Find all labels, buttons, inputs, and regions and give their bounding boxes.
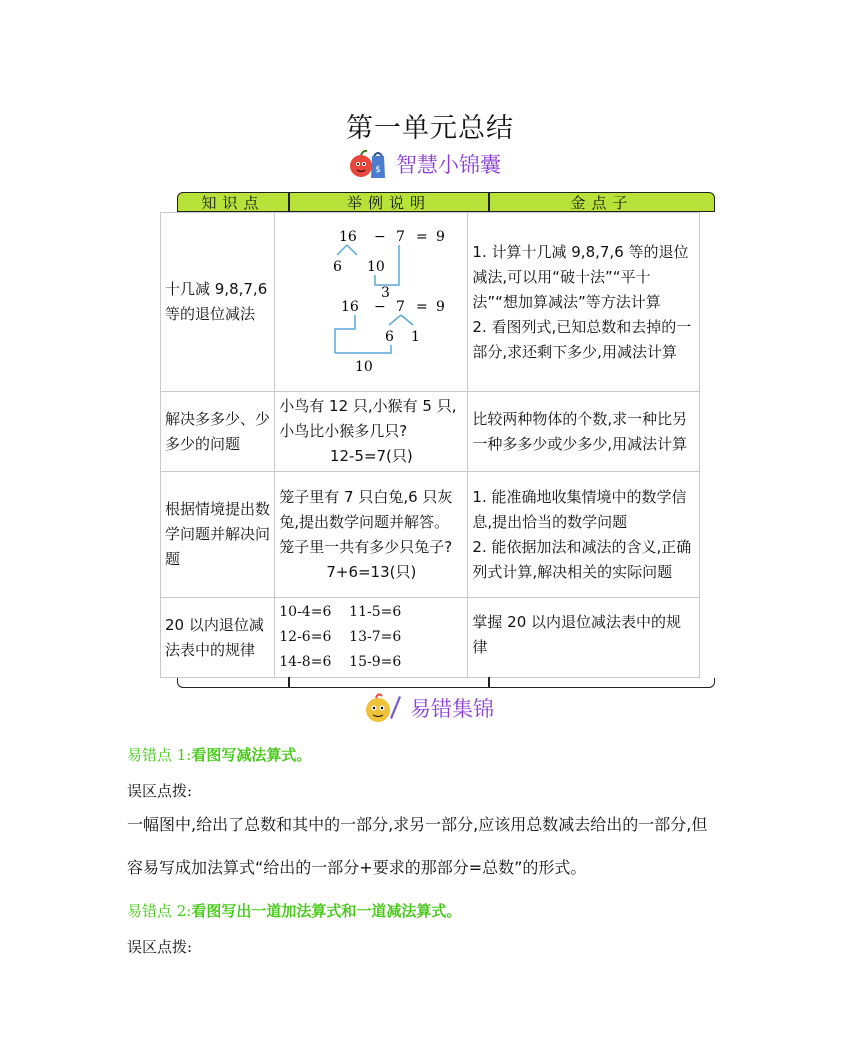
tips-cell [468, 598, 700, 678]
diagram-number: 3 [381, 285, 391, 301]
error-point-prefix: 易错点 2: [127, 902, 192, 920]
section-title-errors: 易错集锦 [410, 697, 494, 721]
example-cell [275, 392, 468, 472]
error-point-prefix: 易错点 1: [127, 746, 192, 764]
split-line [337, 245, 357, 255]
diagram-number: 7 [396, 299, 406, 315]
explanation-line: 容易写成加法算式“给出的一部分+要求的那部分=总数”的形式。 [127, 858, 587, 877]
example-formula: 12-5=7(只) [329, 447, 413, 465]
formula: 15-9=6 [349, 654, 402, 670]
tips-cell [468, 213, 700, 392]
diagram-operator: − [374, 229, 386, 245]
summary-table [160, 212, 700, 678]
formula-pair [279, 625, 463, 650]
tip-text: 2. 能依据加法和减法的含义,正确列式计算,解决相关的实际问题 [472, 537, 692, 581]
tip-text: 2. 看图列式,已知总数和去掉的一部分,求还剩下多少,用减法计算 [472, 317, 692, 361]
header-example: 举例说明 [346, 193, 431, 212]
example-cell [275, 213, 468, 392]
page-title: 第一单元总结 [346, 113, 514, 144]
diagram-operator: − [374, 299, 386, 315]
table-header-bar [177, 192, 715, 212]
section-header-tips [348, 146, 501, 182]
diagram-number: 10 [367, 259, 386, 275]
bracket-tick [288, 677, 290, 687]
diagram-number: 6 [333, 259, 343, 275]
svg-text:$: $ [375, 165, 381, 175]
diagram-number: 16 [341, 299, 360, 315]
section-title-tips: 智慧小锦囊 [396, 153, 501, 177]
split-line [389, 315, 413, 325]
error-point-title [127, 744, 311, 765]
error-point-text: 看图写减法算式。 [191, 746, 312, 764]
formula: 12-6=6 [279, 629, 332, 645]
topic-cell: 十几减 9,8,7,6 等的退位减法 [161, 213, 275, 392]
diagram-number: 7 [396, 229, 406, 245]
diagram-operator: = [416, 229, 428, 245]
tip-label: 误区点拨: [127, 938, 193, 956]
table-row [161, 392, 700, 472]
diagram-number: 1 [411, 329, 421, 345]
diagram-number: 10 [355, 359, 374, 375]
diagram-number: 6 [385, 329, 395, 345]
formula: 14-8=6 [279, 654, 332, 670]
diagram-operator: = [416, 299, 428, 315]
table-row [161, 472, 700, 598]
explanation-line: 一幅图中,给出了总数和其中的一部分,求另一部分,应该用总数减去给出的一部分,但 [127, 815, 708, 834]
topic-cell: 20 以内退位减法表中的规律 [161, 598, 275, 678]
tips-cell [468, 392, 700, 472]
example-formula: 7+6=13(只) [326, 562, 417, 581]
formula-pair [279, 650, 463, 675]
topic-cell: 根据情境提出数学问题并解决问题 [161, 472, 275, 598]
tip-text: 1. 计算十几减 9,8,7,6 等的退位减法,可以用“破十法”“平十法”“想加算减法”等方法计算 [472, 242, 689, 311]
diagram-number: 9 [436, 229, 446, 245]
formula: 11-5=6 [349, 604, 402, 620]
error-point-text: 看图写出一道加法算式和一道减法算式。 [191, 902, 462, 920]
example-text: 小鸟有 12 只,小猴有 5 只,小鸟比小猴多几只? [279, 397, 457, 440]
diagram-number: 9 [436, 299, 446, 315]
diagram-number: 16 [339, 229, 358, 245]
example-cell [275, 472, 468, 598]
bracket-line [335, 315, 391, 353]
bracket-tick [488, 677, 490, 687]
table-row [161, 598, 700, 678]
tip-text: 掌握 20 以内退位减法表中的规律 [472, 613, 682, 656]
formula-pair [279, 600, 463, 625]
error-point-title [127, 900, 461, 921]
formula: 10-4=6 [279, 604, 332, 620]
table-bottom-bracket [177, 678, 715, 688]
example-cell [275, 598, 468, 678]
apple-mascot-icon [348, 146, 388, 182]
table-row [161, 213, 700, 392]
tip-text: 1. 能准确地收集情境中的数学信息,提出恰当的数学问题 [472, 487, 687, 531]
formula: 13-7=6 [349, 629, 402, 645]
tips-cell [468, 472, 700, 598]
section-header-errors [362, 690, 494, 726]
topic-cell: 解决多多少、少多少的问题 [161, 392, 275, 472]
decomposition-diagram [275, 213, 473, 383]
example-text: 笼子里有 7 只白兔,6 只灰兔,提出数学问题并解答。笼子里一共有多少只兔子? [279, 487, 453, 556]
header-tips: 金点子 [570, 193, 634, 212]
tip-label: 误区点拨: [127, 782, 193, 800]
pencil-mascot-icon [362, 690, 402, 726]
header-knowledge: 知识点 [201, 193, 265, 212]
tip-text: 比较两种物体的个数,求一种比另一种多多少或少多少,用减法计算 [472, 409, 688, 453]
